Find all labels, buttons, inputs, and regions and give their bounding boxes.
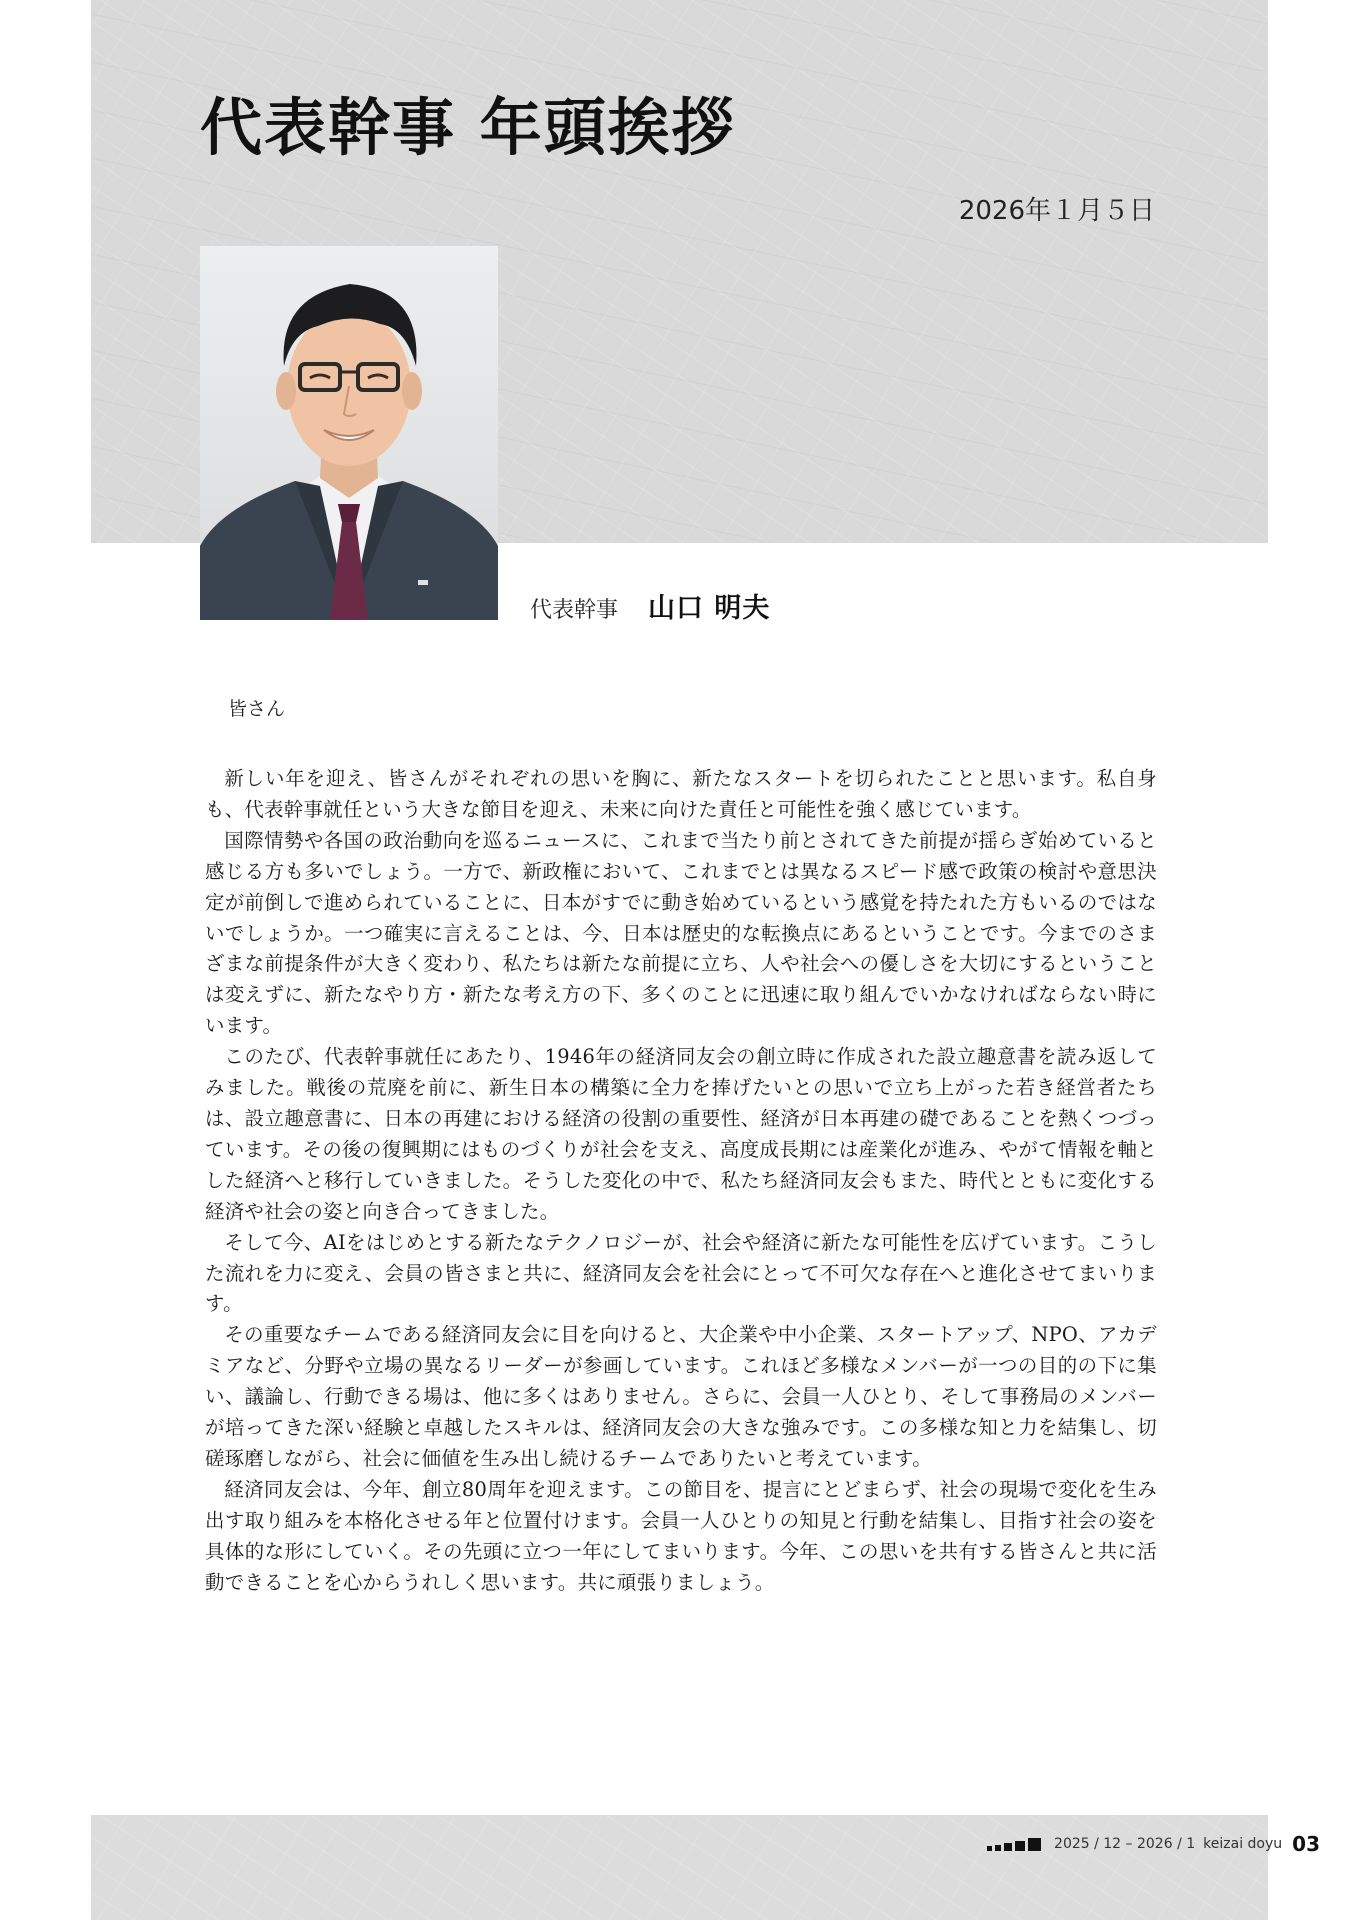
body-paragraph: 国際情勢や各国の政治動向を巡るニュースに、これまで当たり前とされてきた前提が揺らぎ始めていると感じる方も多いでしょう。一方で、新政権において、これまでとは異なるスピード感で政策の検討や意思決定が前倒しで進められていることに、日本がすでに動き始めているという感覚を持たれた方もいるのではないでしょうか。一つ確実に言えることは、今、日本は歴史的な転換点にあるということです。今までのさまざまな前提条件が大きく変わり、私たちは新たな前提に立ち、人や社会への優しさを大切にするということは変えずに、新たなやり方・新たな考え方の下、多くのことに迅速に取り組んでいかなければならない時にいます。 xyxy=(205,828,1157,1038)
speaker-role: 代表幹事 xyxy=(530,598,619,623)
footer-publication: keizai doyu xyxy=(1203,1836,1283,1852)
body-paragraph: そして今、AIをはじめとする新たなテクノロジーが、社会や経済に新たな可能性を広げています。こうした流れを力に変え、会員の皆さまと共に、経済同友会を社会にとって不可欠な存在へと進化させてまいります。 xyxy=(205,1230,1157,1316)
body-paragraph: その重要なチームである経済同友会に目を向けると、大企業や中小企業、スタートアップ、NPO、アカデミアなど、分野や立場の異なるリーダーが参画しています。これほど多様なメンバーが一つの目的の下に集い、議論し、行動できる場は、他に多くはありません。さらに、会員一人ひとり、そして事務局のメンバーが培ってきた深い経験と卓越したスキルは、経済同友会の大きな強みです。この多様な知と力を結集し、切磋琢磨しながら、社会に価値を生み出し続けるチームでありたいと考えています。 xyxy=(205,1323,1157,1470)
salutation: 皆さん xyxy=(228,698,286,720)
footer-issue-date: 2025 / 12 – 2026 / 1 xyxy=(1054,1836,1196,1852)
speaker-portrait xyxy=(200,246,498,620)
footer-square-marks xyxy=(987,1838,1044,1851)
page-title: 代表幹事 年頭挨拶 xyxy=(200,91,736,164)
body-paragraph: 新しい年を迎え、皆さんがそれぞれの思いを胸に、新たなスタートを切られたことと思います。私自身も、代表幹事就任という大きな節目を迎え、未来に向けた責任と可能性を強く感じています。 xyxy=(205,767,1157,821)
page-footer xyxy=(987,1832,1320,1856)
letter-date: 2026年１月５日 xyxy=(958,196,1155,226)
body-paragraph: このたび、代表幹事就任にあたり、1946年の経済同友会の創立時に作成された設立趣意書を読み返してみました。戦後の荒廃を前に、新生日本の構築に全力を捧げたいとの思いで立ち上がった若き経営者たちは、設立趣意書に、日本の再建における経済の役割の重要性、経済が日本再建の礎であることを熱くつづっています。その後の復興期にはものづくりが社会を支え、高度成長期には産業化が進み、やがて情報を軸とした経済へと移行していきました。そうした変化の中で、私たち経済同友会もまた、時代とともに変化する経済や社会の姿と向き合ってきました。 xyxy=(205,1045,1158,1223)
footer-paper-band xyxy=(91,1815,1268,1920)
page-number: 03 xyxy=(1292,1832,1320,1856)
body-paragraph: 経済同友会は、今年、創立80周年を迎えます。この節目を、提言にとどまらず、社会の現場で変化を生み出す取り組みを本格化させる年と位置付けます。会員一人ひとりの知見と行動を結集し、目指す社会の姿を具体的な形にしていく。その先頭に立つ一年にしてまいります。今年、この思いを共有する皆さんと共に活動できることを心からうれしく思います。共に頑張りましょう。 xyxy=(205,1477,1157,1594)
speaker-name: 山口 明夫 xyxy=(648,593,771,624)
speaker-credit xyxy=(530,586,770,625)
letter-body xyxy=(205,764,1157,1598)
